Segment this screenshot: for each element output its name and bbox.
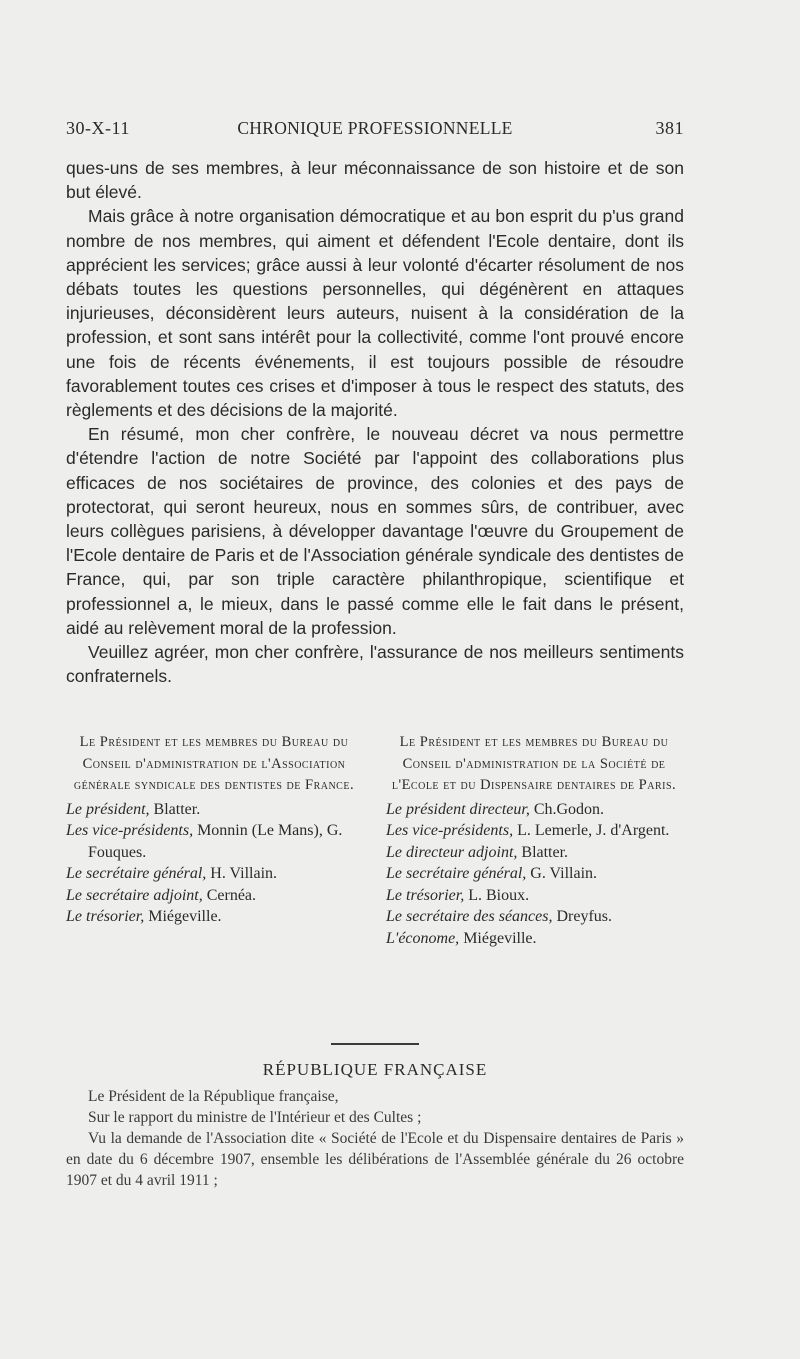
right-signature-heading: Le Président et les membres du Bureau du Conseil d'administration de la Société de l'Ecole et du Dispensaire dentaires de Paris. [391, 734, 677, 793]
decree-line: Sur le rapport du ministre de l'Intérieur et des Cultes ; [88, 1109, 422, 1126]
officer-role: Le secrétaire des séances, [386, 908, 553, 925]
officer-role: Le secrétaire général, [66, 865, 207, 882]
officer-role: Les vice-présidents, [66, 822, 194, 839]
left-signature-heading: Le Président et les membres du Bureau du Conseil d'administration de l'Association générale syndicale des dentistes de France. [73, 734, 355, 793]
officer-name: Monnin (Le Mans), G. Fouques. [88, 822, 343, 861]
officer-entry [386, 928, 682, 950]
paragraph: ques-uns de ses membres, à leur méconnaissance de son histoire et de son but élevé. [66, 158, 684, 203]
officer-entry [386, 906, 682, 928]
running-header [66, 118, 684, 144]
letter-body [66, 156, 684, 688]
officer-role: Le trésorier, [386, 886, 465, 904]
left-officer-list [66, 799, 362, 928]
officer-entry [66, 885, 362, 907]
officer-entry [386, 820, 682, 842]
paragraph: En résumé, mon cher confrère, le nouveau décret va nous permettre d'étendre l'action de notre Société par l'appoint des collaborations plus efficaces de nos sociétaires de province, des colonies et des pays de protectorat, qui seront heureux, nous en sommes sûrs, de contribuer, avec leurs collègues parisiens, à développer davantage l'œuvre du Groupement de l'Ecole dentaire de Paris et de l'Association générale syndicale des dentistes de France, qui, par son triple caractère philanthropique, scientifique et professionnel a, le mieux, dans le passé comme elle le fait dans le présent, aidé au relèvement moral de la profession. [66, 424, 684, 638]
officer-name: H. Villain. [210, 865, 278, 882]
officer-role: Le président directeur, [386, 800, 530, 818]
officer-name: Ch.Godon. [533, 800, 605, 818]
officer-entry [386, 885, 682, 907]
officer-name: Cernéa. [206, 886, 257, 904]
decree-line: Le Président de la République française, [88, 1088, 339, 1105]
officer-entry [66, 906, 362, 928]
closing-paragraph: Veuillez agréer, mon cher confrère, l'assurance de nos meilleurs sentiments confraternels. [66, 642, 684, 687]
officer-name: Blatter. [153, 800, 201, 818]
officer-role: Le secrétaire général, [386, 865, 527, 882]
officer-name: L. Lemerle, J. d'Argent. [517, 822, 670, 839]
officer-name: Dreyfus. [556, 908, 613, 925]
officer-name: Blatter. [521, 843, 569, 861]
officer-name: Miégeville. [463, 929, 537, 947]
left-signature-block [66, 732, 362, 928]
section-divider [331, 1043, 419, 1045]
officer-role: Le secrétaire adjoint, [66, 886, 203, 904]
officer-role: Le trésorier, [66, 908, 145, 925]
officer-role: L'économe, [386, 929, 460, 947]
officer-name: Miégeville. [148, 908, 222, 925]
officer-role: Les vice-présidents, [386, 822, 514, 839]
decree-line: Vu la demande de l'Association dite « Société de l'Ecole et du Dispensaire dentaires de Paris » en date du 6 décembre 1907, ensemble les délibérations de l'Assemblée générale du 26 octobre 1907 et du 4 avril 1911 ; [66, 1130, 684, 1189]
officer-entry [66, 863, 362, 885]
page-number: 381 [655, 118, 684, 138]
officer-entry [386, 842, 682, 864]
right-signature-block [386, 732, 682, 949]
officer-role: Le président, [66, 800, 150, 818]
officer-entry [386, 799, 682, 821]
officer-entry [386, 863, 682, 885]
right-officer-list [386, 799, 682, 950]
officer-entry [66, 799, 362, 821]
paragraph: Mais grâce à notre organisation démocratique et au bon esprit du p'us grand nombre de nos membres, qui aiment et défendent l'Ecole dentaire, dont ils apprécient les services; grâce aussi à leur volonté d'écarter résolument de nos débats toutes les questions personnelles, qui dégénèrent en attaques injurieuses, déconsidèrent leurs auteurs, nuisent à la considération de la profession, et sont sans intérêt pour la collectivité, comme l'ont prouvé encore une fois de récents événements, il est toujours possible de résoudre favorablement toutes ces crises et d'imposer à tous le respect des statuts, des règlements et des décisions de la majorité. [66, 206, 684, 421]
header-date: 30-X-11 [66, 118, 130, 138]
officer-role: Le directeur adjoint, [386, 843, 518, 861]
officer-name: L. Bioux. [468, 886, 530, 904]
header-title: CHRONIQUE PROFESSIONNELLE [237, 118, 513, 138]
decree-title: RÉPUBLIQUE FRANÇAISE [262, 1060, 488, 1079]
officer-entry [66, 820, 362, 863]
decree-text [66, 1086, 684, 1191]
officer-name: G. Villain. [530, 865, 598, 882]
